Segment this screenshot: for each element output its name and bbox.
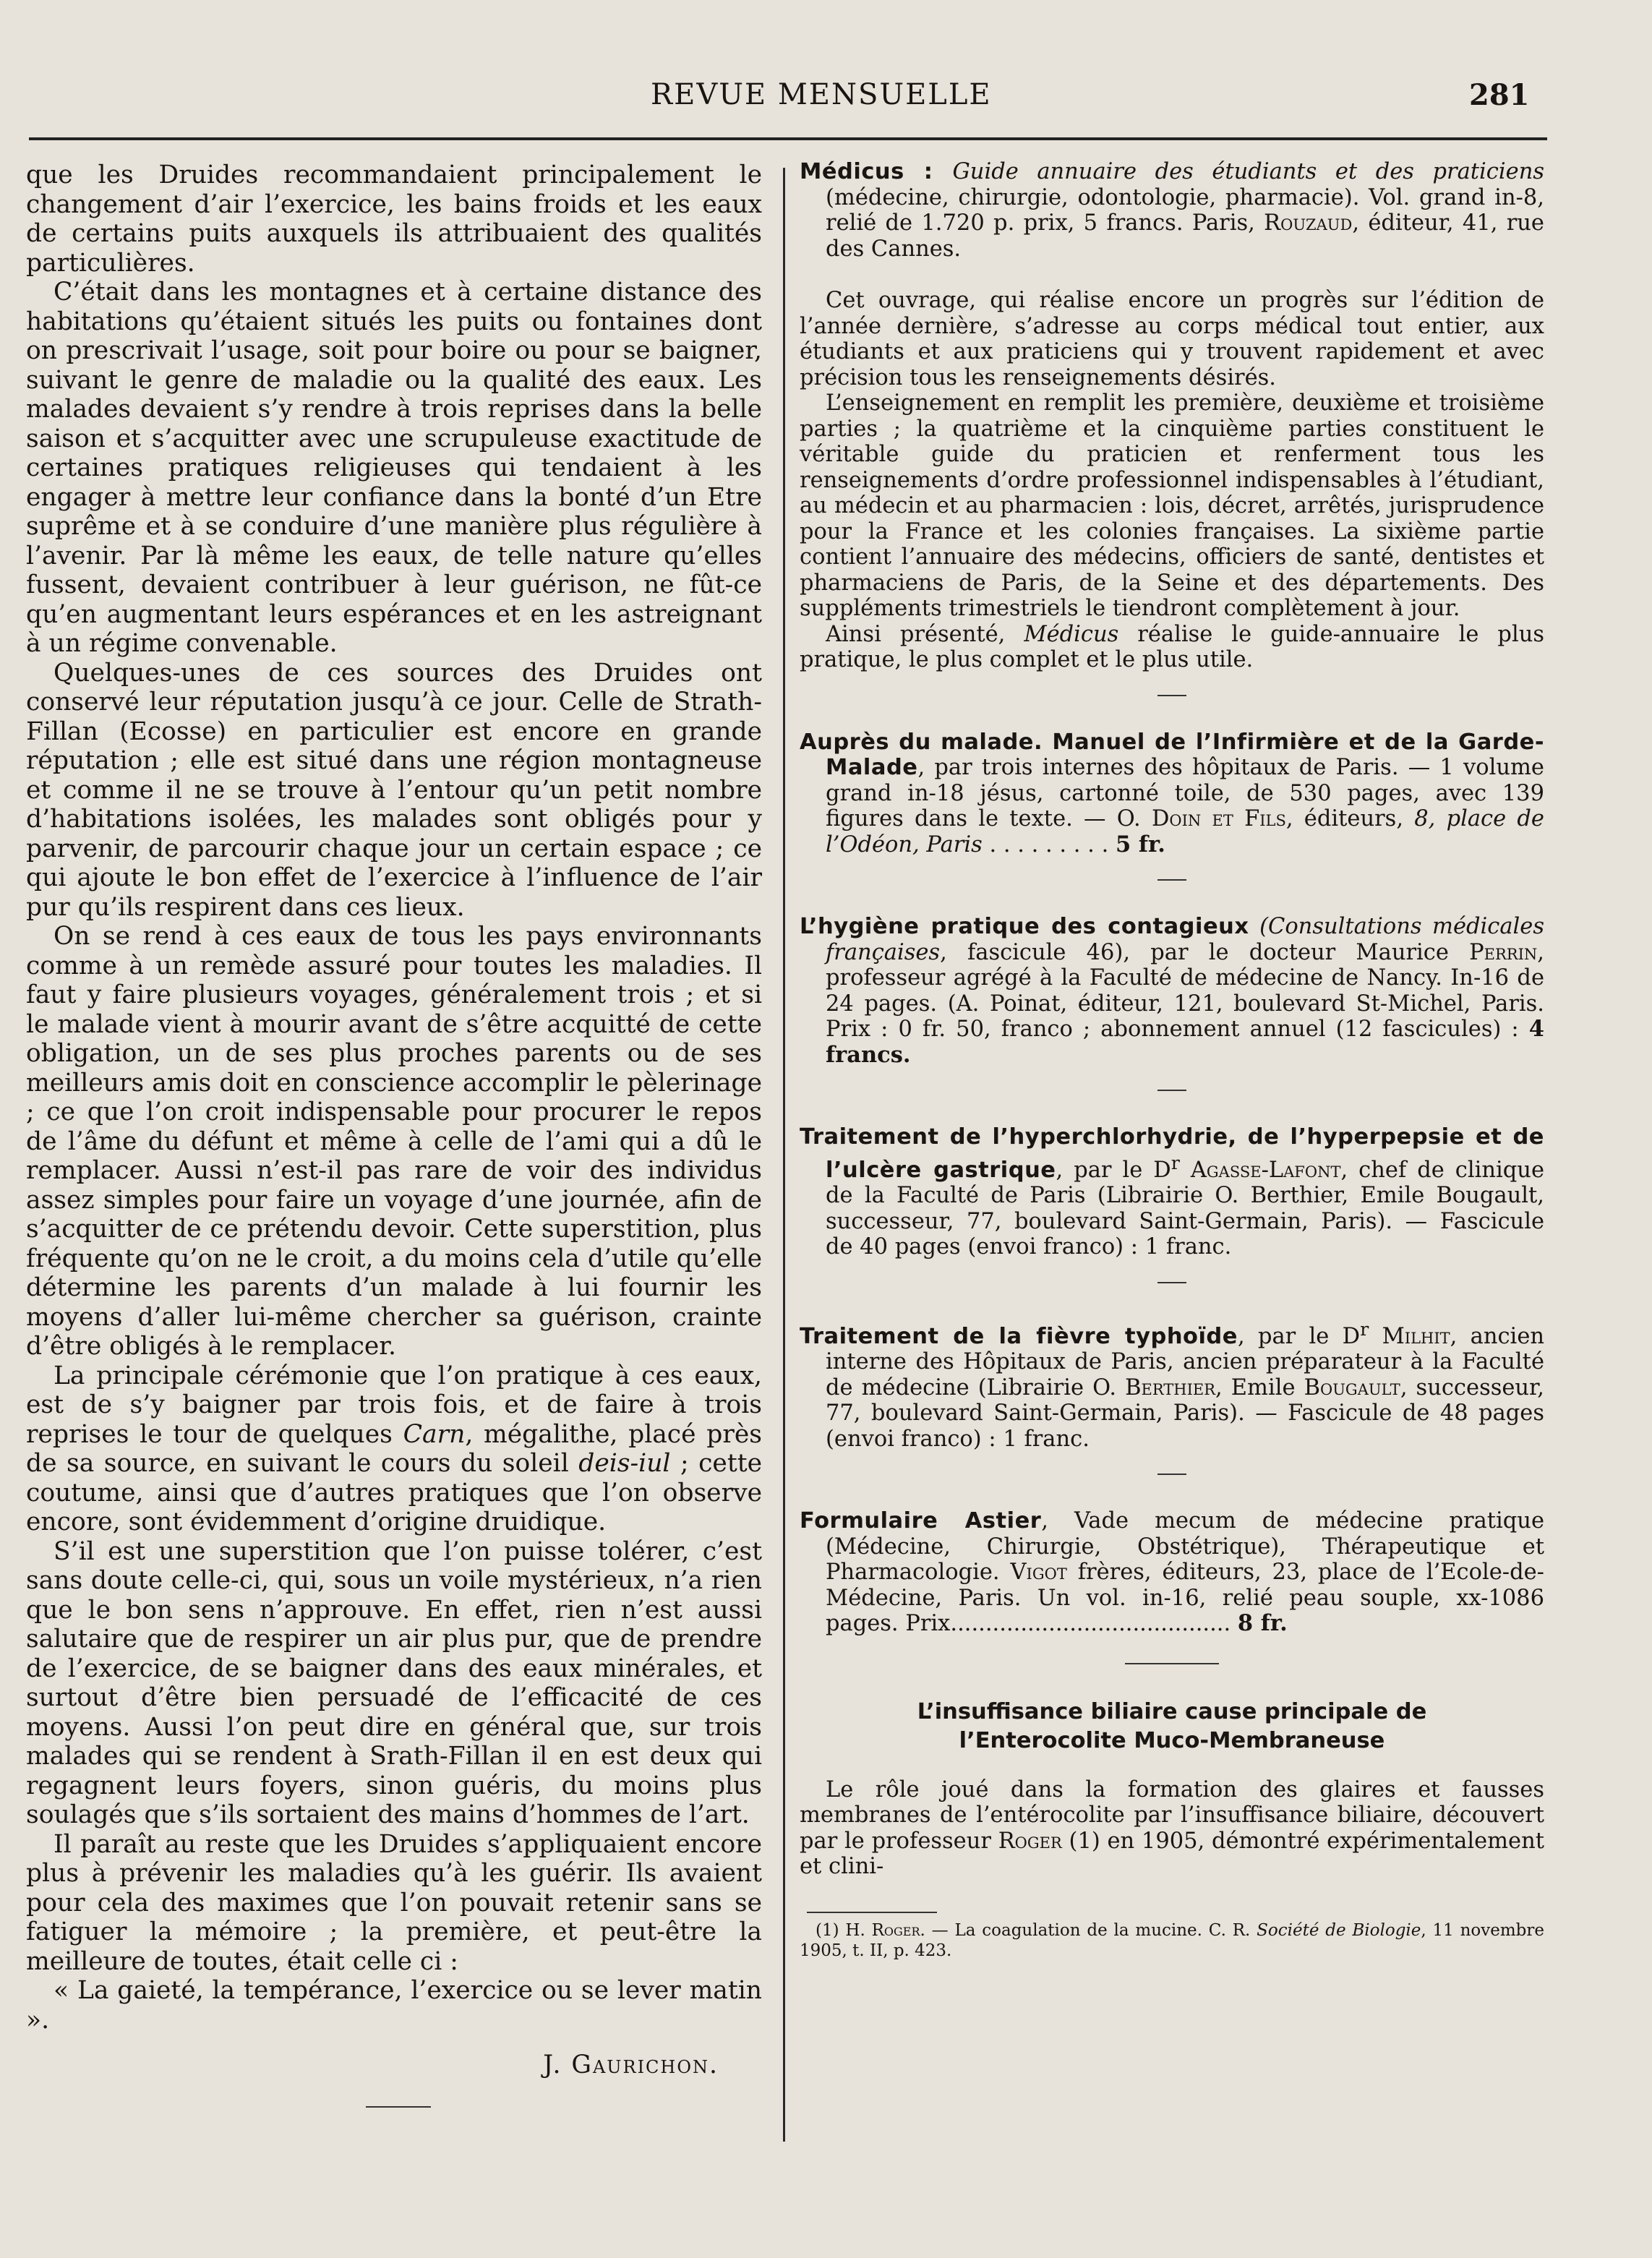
text-run: La principale cérémonie que l’on pratique à ces eaux, est de s’y baigner par trois fois, et de faire à trois reprises le tour de quelques	[26, 1361, 762, 1449]
text-run: , éditeurs,	[1285, 806, 1415, 831]
price: 8 fr.	[1237, 1610, 1288, 1637]
entry-subtitle: (Consultations médicales françaises	[826, 914, 1545, 965]
running-head	[0, 78, 1652, 121]
footnote-ref: (1)	[1061, 1828, 1100, 1854]
publisher-name: Rouzaud	[1264, 210, 1353, 236]
journal-name: Société de Biologie	[1257, 1920, 1421, 1940]
author-name: Milhit	[1369, 1323, 1450, 1349]
author-name: Perrin	[1469, 939, 1538, 965]
author-name: Agasse-Lafont	[1179, 1157, 1341, 1183]
article-title-line: l’Enterocolite Muco-Membraneuse	[959, 1727, 1385, 1753]
text-run: (1) H.	[816, 1920, 872, 1940]
italic-term: Médicus	[1024, 621, 1119, 647]
paragraph: C’était dans les montagnes et à certaine distance des habitations qu’étaient situés les puits ou fontaines dont on prescrivait l’usage, soit pour boire ou pour se baigner, suivant le genre de maladie ou la qualité des eaux. Les malades devaient s’y rendre à trois reprises dans la belle saison et s’acquitter avec une scrupuleuse exactitude de certaines pratiques religieuses qui tendaient à les engager à mettre leur confiance dans la bonté d’un Etre suprême et à se conduire d’une manière plus régulière à l’avenir. Par là même les eaux, de telle nature qu’elles fussent, devaient contribuer à leur guérison, ne fût-ce qu’en augmentant leurs espérances et en les astreignant à un régime convenable.	[26, 278, 762, 658]
paragraph: S’il est une superstition que l’on puisse tolérer, c’est sans doute celle-ci, qui, sous un voile mystérieux, n’a rien que le bon sens n’approuve. En effet, rien n’est aussi salutaire que de respirer un air plus pur, que de prendre de l’exercice, de se baigner dans des eaux minérales, et surtout d’être bien persuadé de l’efficacité de ces moyens. Aussi l’on peut dire en général que, sur trois malades qui se rendent à Srath-Fillan il en est deux qui regagnent leurs foyers, sinon guéris, du moins plus soulagés que s’ils sortaient des mains d’hommes de l’art.	[26, 1536, 762, 1829]
page-number: 281	[1469, 78, 1530, 112]
price: 5 fr.	[1115, 831, 1165, 858]
text-run: Le rôle joué dans la formation des glaires et fausses membranes de l’entérocolite par l’insuffisance biliaire, découvert par le professeur	[800, 1776, 1544, 1854]
review-medicus	[800, 159, 1544, 262]
paragraph: On se rend à ces eaux de tous les pays environnants comme à un remède assuré pour toutes les maladies. Il faut y faire plusieurs voyages, généralement trois ; et si le malade vient à mourir avant de s’être acquitté de cette obligation, un de ses plus proches parents ou de ses meilleurs amis doit en conscience accomplir le pèlerinage ; ce que l’on croit indispensable pour procurer le repos de l’âme du défunt et même à celle de l’ami qui a dû le remplacer. Aussi n’est-il pas rare de voir des individus assez simples pour faire un voyage d’une journée, afin de s’acquitter de ce prétendu devoir. Cette superstition, plus fréquente qu’on ne le croit, a du moins cela d’utile qu’elle détermine les parents d’un malade à lui fournir les moyens d’aller lui-même chercher sa guérison, crainte d’être obligés à le remplacer.	[26, 922, 762, 1361]
review-astier	[800, 1508, 1544, 1637]
entry-title: L’hygiène pratique des contagieux	[800, 914, 1249, 939]
section-rule	[1157, 879, 1186, 881]
review-hyperchlorhydrie	[800, 1124, 1544, 1260]
publisher-name: Berthier	[1125, 1374, 1216, 1400]
entry-title: Formulaire Astier	[800, 1508, 1042, 1534]
text-run: , Vade mecum de médecine pratique (Médecine, Chirurgie, Obstétrique), Thérapeutique et Pharmacologie.	[826, 1508, 1544, 1586]
section-rule	[1157, 695, 1186, 696]
text-run: , par trois internes des hôpitaux de Paris. — 1 volume grand in-18 jésus, cartonné toile, de 530 pages, avec 139 figures dans le texte. — O.	[826, 755, 1544, 831]
superscript: r	[1170, 1151, 1180, 1173]
publisher-name: Bougault	[1304, 1374, 1400, 1400]
text-run: (médecine, chirurgie, odontologie, pharmacie). Vol. grand in-8, relié de 1.720 p. prix, 5 francs. Paris,	[826, 184, 1544, 236]
paragraph: L’enseignement en remplit les première, deuxième et troisième parties ; la quatrième et la cinquième parties constituent le véritable guide du praticien et renferment tous les renseignements d’ordre professionnel indispensables à l’étudiant, au médecin et au pharmacien : lois, décret, arrêtés, jurisprudence pour la France et les colonies françaises. La sixième partie contient l’annuaire des médecins, officiers de santé, dentistes et pharmaciens de Paris, de la Seine et des départements. Des suppléments trimestriels le tiendront complètement à jour.	[800, 390, 1544, 621]
publisher-name: Doin et Fils	[1151, 806, 1286, 831]
paragraph	[800, 1777, 1544, 1880]
review-typhoide	[800, 1317, 1544, 1453]
article-title	[800, 1698, 1544, 1755]
publisher-address: 8, place de l’Odéon, Paris	[826, 806, 1544, 858]
author-name: Roger	[871, 1920, 920, 1940]
header-rule	[29, 137, 1547, 140]
text-run: , professeur agrégé à la Faculté de médecine de Nancy. In-16 de 24 pages. (A. Poinat, éditeur, 121, boulevard St-Michel, Paris. Prix : 0 fr. 50, franco ; abonnement annuel (12 fascicules) :	[826, 939, 1544, 1042]
text-run: , 11 novembre 1905, t. II, p. 423.	[800, 1920, 1545, 1960]
quote-paragraph: « La gaieté, la tempérance, l’exercice ou se lever matin ».	[26, 1976, 762, 2035]
text-run: . — La coagulation de la mucine. C. R.	[920, 1920, 1257, 1940]
entry-subtitle: Guide annuaire des étudiants et des praticiens	[952, 159, 1544, 184]
review-hygiene	[800, 914, 1544, 1068]
leader-dots: . . . . . . . . .	[989, 831, 1109, 858]
right-column	[800, 159, 1544, 1961]
text-run: , mégalithe, placé près de sa source, en suivant le cours du soleil	[26, 1419, 762, 1478]
section-rule	[1157, 1282, 1186, 1283]
text-run: , chef de clinique de la Faculté de Paris (Librairie O. Berthier, Emile Bougault, successeur, 77, boulevard Saint-Germain, Paris). — Fascicule de 40 pages (envoi franco) : 1 franc.	[826, 1157, 1545, 1260]
text-run: , éditeur, 41, rue des Cannes.	[826, 210, 1544, 262]
paragraph: que les Druides recommandaient principalement le changement d’air l’exercice, les bains froids et les eaux de certains puits auxquels ils attribuaient des qualités particulières.	[26, 161, 762, 278]
text-run: , par le D	[1056, 1157, 1171, 1183]
running-title: REVUE MENSUELLE	[651, 78, 992, 111]
section-rule	[1157, 1090, 1186, 1091]
italic-term: Carn	[403, 1419, 466, 1449]
text-run: , Emile	[1215, 1374, 1304, 1400]
paragraph: Cet ouvrage, qui réalise encore un progrès sur l’édition de l’année dernière, s’adresse au corps médical tout entier, aux étudiants et aux praticiens qui y trouvent rapidement et avec précision tous les renseignements désirés.	[800, 288, 1544, 390]
section-rule	[1157, 1474, 1186, 1475]
paragraph: Quelques-unes de ces sources des Druides ont conservé leur réputation jusqu’à ce jour. Celle de Strath-Fillan (Ecosse) en particulier est encore en grande réputation ; elle est situé dans une région montagneuse et comme il ne se trouve à l’entour qu’un petit nombre d’habitations isolées, les malades sont obligés pour y parvenir, de parcourir chaque jour un certain espace ; ce qui ajoute le bon effet de l’exercice à l’influence de l’air pur qu’ils respirent dans ces lieux.	[26, 658, 762, 922]
italic-term: deis-iul	[578, 1449, 671, 1478]
leader-dots: ........................................	[950, 1611, 1231, 1637]
text-run: frères, éditeurs, 23, place de l’Ecole-de-Médecine, Paris. Un vol. in-16, relié peau souple, xx-1086 pages. Prix	[826, 1560, 1544, 1637]
text-run: ; cette coutume, ainsi que d’autres pratiques que l’on observe encore, sont évidemment d’origine druidique.	[26, 1449, 762, 1536]
superscript: r	[1360, 1317, 1369, 1340]
text-run: en 1905, démontré expérimentalement et clini-	[800, 1828, 1545, 1880]
paragraph: Il paraît au reste que les Druides s’appliquaient encore plus à prévenir les maladies qu’à les guérir. Ils avaient pour cela des maximes que l’on pouvait retenir sans se fatiguer la mémoire ; la première, et peut-être la meilleure de toutes, était celle ci :	[26, 1829, 762, 1976]
footnote-rule	[807, 1912, 937, 1913]
footnote	[800, 1920, 1544, 1961]
review-aupres	[800, 730, 1544, 858]
text-run: , fascicule 46), par le docteur Maurice	[940, 939, 1470, 965]
text-run: , successeur, 77, boulevard Saint-Germain, Paris). — Fascicule de 48 pages (envoi franco) : 1 franc.	[826, 1374, 1544, 1452]
text-run: réalise le guide-annuaire le plus pratique, le plus complet et le plus utile.	[800, 621, 1544, 672]
paragraph	[800, 622, 1544, 673]
text-run: , ancien interne des Hôpitaux de Paris, ancien préparateur à la Faculté de médecine (Librairie O.	[826, 1323, 1545, 1400]
entry-title: Auprès du malade. Manuel de l’Infirmière et de la Garde-Malade	[800, 729, 1544, 780]
entry-title: Traitement de la fièvre typhoïde	[800, 1323, 1238, 1349]
entry-title: Traitement de l’hyperchlorhydrie, de l’hyperpepsie et de l’ulcère gastrique	[800, 1124, 1544, 1183]
column-divider	[783, 168, 785, 2142]
price: 4 francs.	[826, 1016, 1544, 1068]
author-name: Roger	[998, 1828, 1062, 1854]
author-signature: J. Gaurichon.	[543, 2050, 719, 2079]
text-run: Ainsi présenté,	[826, 621, 1024, 647]
entry-title: Médicus :	[800, 159, 953, 184]
paragraph	[26, 1361, 762, 1537]
section-rule	[1125, 1663, 1219, 1664]
article-title-line: L’insuffisance biliaire cause principale de	[917, 1698, 1427, 1724]
publisher-name: Vigot	[1010, 1560, 1067, 1586]
end-rule	[366, 2106, 431, 2108]
left-column	[26, 161, 762, 2108]
text-run: , par le D	[1237, 1323, 1361, 1349]
